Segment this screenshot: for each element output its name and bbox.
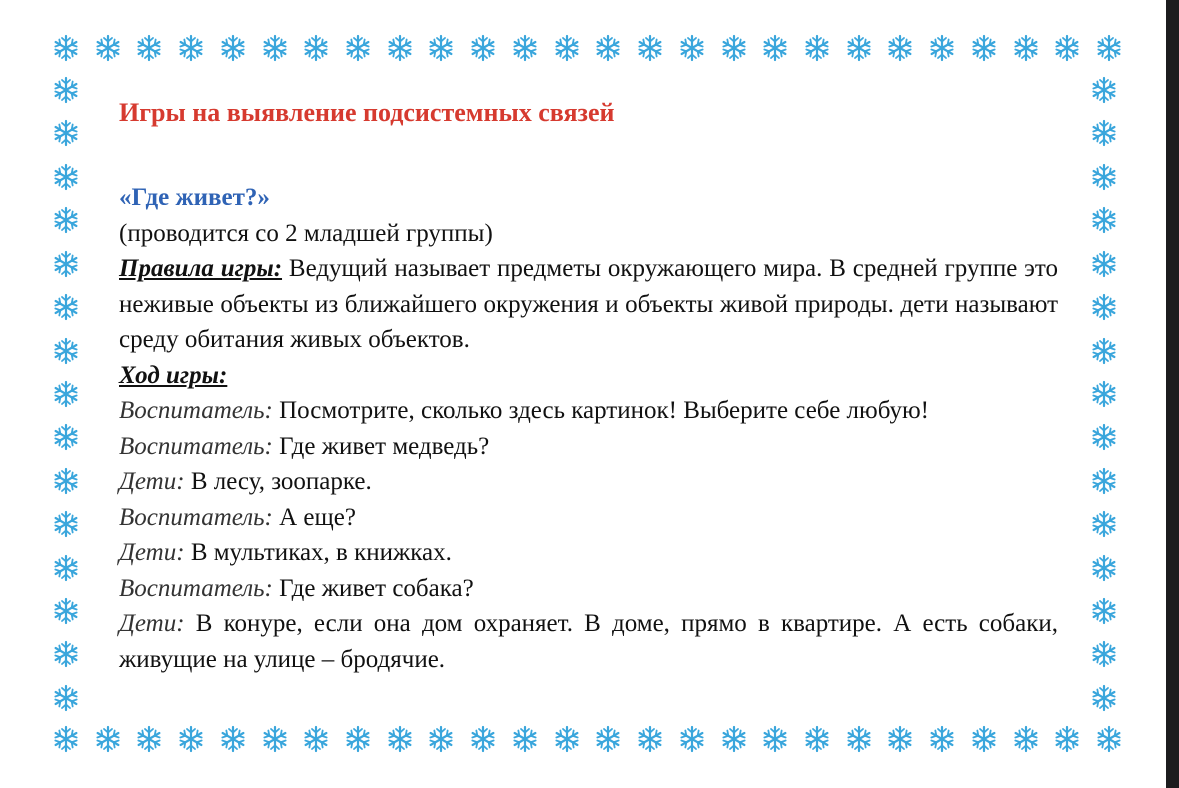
snowflake-icon <box>1090 163 1118 191</box>
snowflake-icon <box>886 34 914 62</box>
snowflake-icon <box>302 34 330 62</box>
snowflake-icon <box>52 640 80 668</box>
snowflake-icon <box>344 34 372 62</box>
snowflake-icon <box>1012 725 1040 753</box>
snowflake-icon <box>94 725 122 753</box>
snowflake-icon <box>594 34 622 62</box>
snowflake-icon <box>1090 684 1118 712</box>
snowflake-border-left <box>52 76 80 712</box>
dialogue-line <box>119 571 1058 607</box>
snowflake-icon <box>52 467 80 495</box>
snowflake-icon <box>52 597 80 625</box>
snowflake-icon <box>1090 597 1118 625</box>
snowflake-icon <box>1095 725 1123 753</box>
snowflake-icon <box>678 34 706 62</box>
snowflake-icon <box>1053 725 1081 753</box>
snowflake-icon <box>1090 206 1118 234</box>
snowflake-icon <box>219 725 247 753</box>
snowflake-icon <box>928 34 956 62</box>
snowflake-icon <box>469 34 497 62</box>
snowflake-icon <box>386 34 414 62</box>
document-body <box>119 96 1058 677</box>
snowflake-icon <box>1053 34 1081 62</box>
snowflake-icon <box>761 725 789 753</box>
snowflake-icon <box>553 725 581 753</box>
snowflake-icon <box>511 725 539 753</box>
snowflake-icon <box>636 34 664 62</box>
snowflake-icon <box>720 34 748 62</box>
snowflake-icon <box>52 337 80 365</box>
snowflake-icon <box>678 725 706 753</box>
snowflake-icon <box>344 725 372 753</box>
rules-text: Ведущий называет предметы окружающего мира. В средней группе это неживые объекты из ближайшего окружения и объекты живой природы. дети называют среду обитания живых объектов. <box>119 255 1059 353</box>
snowflake-icon <box>636 725 664 753</box>
snowflake-icon <box>1090 640 1118 668</box>
dialogue-line <box>119 606 1058 677</box>
snowflake-icon <box>261 725 289 753</box>
dialogue-speaker: Воспитатель: <box>119 432 273 460</box>
dialogue-speaker: Воспитатель: <box>119 503 273 531</box>
snowflake-icon <box>928 725 956 753</box>
snowflake-icon <box>845 725 873 753</box>
snowflake-icon <box>1095 34 1123 62</box>
snowflake-icon <box>1090 380 1118 408</box>
dialogue-line <box>119 500 1058 536</box>
snowflake-icon <box>1090 250 1118 278</box>
snowflake-icon <box>52 725 80 753</box>
snowflake-icon <box>469 725 497 753</box>
dialogue-text: Где живет собака? <box>272 574 474 602</box>
snowflake-icon <box>427 725 455 753</box>
snowflake-icon <box>52 510 80 538</box>
dialogue-text: В конуре, если она дом охраняет. В доме, прямо в квартире. А есть собаки, живущие на улице – бродячие. <box>119 610 1058 673</box>
snowflake-icon <box>1090 337 1118 365</box>
snowflake-icon <box>261 34 289 62</box>
snowflake-icon <box>553 34 581 62</box>
snowflake-icon <box>52 34 80 62</box>
snowflake-icon <box>803 725 831 753</box>
snowflake-icon <box>52 119 80 147</box>
snowflake-icon <box>845 34 873 62</box>
document-heading: Игры на выявление подсистемных связей <box>119 98 615 127</box>
dialogue-line <box>119 535 1058 571</box>
snowflake-icon <box>1090 293 1118 321</box>
group-note: (проводится со 2 младшей группы) <box>119 219 493 247</box>
snowflake-icon <box>1090 423 1118 451</box>
snowflake-icon <box>511 34 539 62</box>
snowflake-icon <box>1090 467 1118 495</box>
snowflake-border-right <box>1090 76 1118 712</box>
snowflake-icon <box>1012 34 1040 62</box>
snowflake-icon <box>52 293 80 321</box>
progress-label-line <box>119 358 1058 394</box>
snowflake-icon <box>177 725 205 753</box>
game-title: «Где живет?» <box>119 184 270 211</box>
snowflake-icon <box>135 725 163 753</box>
progress-label: Ход игры: <box>119 361 228 389</box>
snowflake-border-top <box>52 34 1123 62</box>
dialogue-speaker: Воспитатель: <box>119 574 273 602</box>
snowflake-icon <box>1090 119 1118 147</box>
snowflake-icon <box>52 423 80 451</box>
dialogue-text: В лесу, зоопарке. <box>184 468 372 495</box>
snowflake-icon <box>302 725 330 753</box>
snowflake-icon <box>94 34 122 62</box>
snowflake-icon <box>427 34 455 62</box>
snowflake-icon <box>177 34 205 62</box>
snowflake-border-bottom <box>52 725 1123 753</box>
snowflake-icon <box>594 725 622 753</box>
snowflake-icon <box>970 725 998 753</box>
snowflake-icon <box>1090 76 1118 104</box>
snowflake-icon <box>219 34 247 62</box>
snowflake-icon <box>52 554 80 582</box>
snowflake-icon <box>52 76 80 104</box>
snowflake-icon <box>1090 510 1118 538</box>
snowflake-icon <box>52 250 80 278</box>
dialogue-text: Посмотрите, сколько здесь картинок! Выберите себе любую! <box>272 397 929 424</box>
dialogue-speaker: Дети: <box>119 468 185 495</box>
snowflake-icon <box>52 206 80 234</box>
dialogue-line <box>119 429 1058 465</box>
rules-label: Правила игры: <box>119 255 283 282</box>
dialogue-speaker: Дети: <box>119 539 185 566</box>
dialogue-line <box>119 464 1058 500</box>
dialogue-text: А еще? <box>272 503 356 531</box>
snowflake-icon <box>886 725 914 753</box>
snowflake-icon <box>52 684 80 712</box>
snowflake-icon <box>761 34 789 62</box>
snowflake-icon <box>1090 554 1118 582</box>
dialogue-text: Где живет медведь? <box>272 432 490 460</box>
rules-paragraph <box>119 251 1058 358</box>
dialogue-text: В мультиках, в книжках. <box>184 539 452 566</box>
snowflake-icon <box>386 725 414 753</box>
dialogue-speaker: Воспитатель: <box>119 397 273 424</box>
snowflake-icon <box>52 380 80 408</box>
dialogue-line <box>119 393 1058 429</box>
snowflake-icon <box>52 163 80 191</box>
snowflake-icon <box>803 34 831 62</box>
dialogue-speaker: Дети: <box>119 610 185 637</box>
snowflake-icon <box>970 34 998 62</box>
snowflake-icon <box>135 34 163 62</box>
snowflake-icon <box>720 725 748 753</box>
